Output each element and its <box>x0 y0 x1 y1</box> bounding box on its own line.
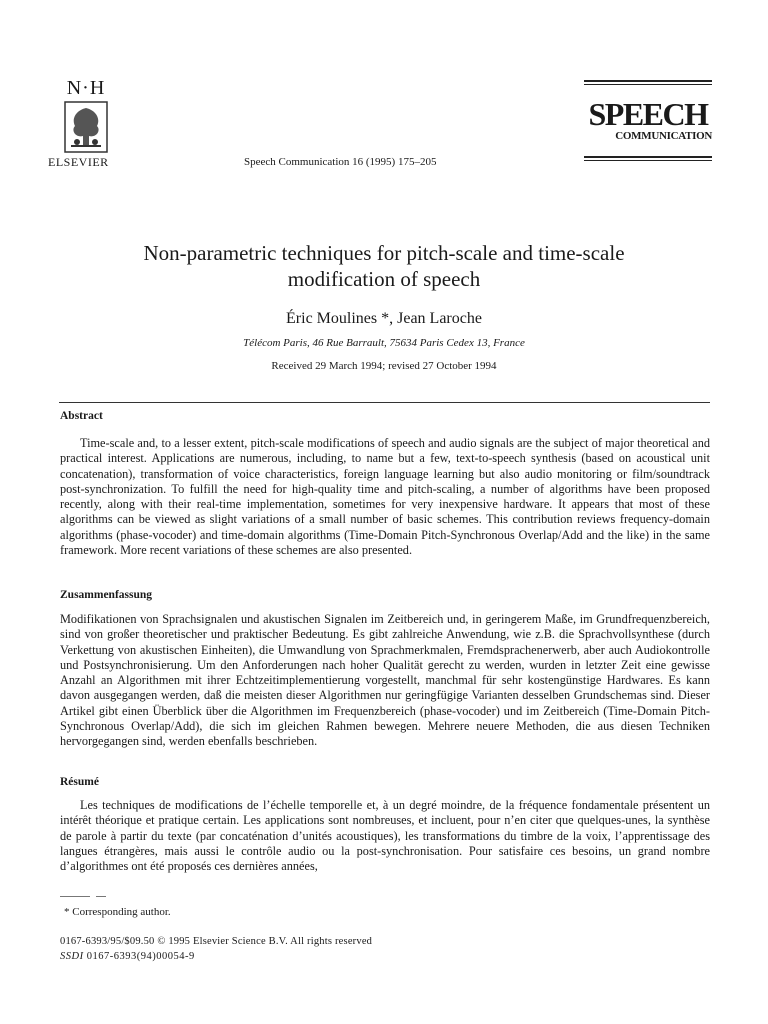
article-title <box>60 240 708 292</box>
journal-citation: Speech Communication 16 (1995) 175–205 <box>244 156 437 168</box>
brand-top-rule-thin <box>584 84 712 85</box>
publisher-mark: N·H <box>66 77 106 99</box>
article-title-line1: Non-parametric techniques for pitch-scale and time-scale <box>143 241 625 265</box>
brand-bottom-rule-thin <box>584 160 712 161</box>
article-authors: Éric Moulines *, Jean Laroche <box>286 310 482 327</box>
journal-subtitle: COMMUNICATION <box>615 130 712 142</box>
brand-bottom-rule <box>584 156 712 158</box>
footnote-rule-short <box>96 896 106 897</box>
publisher-name: ELSEVIER <box>48 155 109 169</box>
abstract-text: Time-scale and, to a lesser extent, pitch-scale modifications of speech and audio signals are the subject of major theoretical and practical interest. Applications are numerous, including, to name but a few, text-to-speech synthesis (based on acoustical unit concatenation), transformation of voice characteristics, foreign language learning but also audio monitoring or film/soundtrack post-synchronization. To fulfill the need for high-quality time and pitch-scaling, a number of algorithms have been proposed recently, along with their real-time implementation, sometimes for very inexpensive hardware. It appears that most of these algorithms can be viewed as slight variations of a small number of basic schemes. This contribution reviews frequency-domain algorithms (phase-vocoder) and time-domain algorithms (Time-Domain Pitch-Synchronous Overlap/Add and the like) in the same framework. More recent variations of these schemes are also presented. <box>60 436 710 558</box>
resume-heading: Résumé <box>60 776 99 788</box>
ssdi-line <box>60 951 195 962</box>
journal-title: SPEECH <box>588 96 708 132</box>
abstract-heading: Abstract <box>60 410 103 422</box>
ssdi-number: 0167-6393(94)00054-9 <box>86 951 195 962</box>
zusammenfassung-text: Modifikationen von Sprachsignalen und akustischen Signalen im Zeitbereich und, in geringerem Maße, im Grundfrequenzbereich, sind von großer theoretischer und praktischer Bedeutung. Es gibt zahlreiche Anwendung, wie z.B. die Sprachvollsynthese (durch Verkettung von akustischen Einheiten), die Umwandlung von Sprachmerkmalen, Fremdsprachenerwerb, aber auch Audiokontrolle und Postsynchronisierung. Um den Anforderungen nach hoher Qualität gerecht zu werden, wurden in letzter Zeit eine gewisse Anzahl an Algorithmen mit ihrer Echtzeitimplementierung vorgestellt, manchmal für sehr kostengünstige Hardwares. Es kann davon ausgegangen werden, daß die meisten dieser Algorithmen nur geringfügige Varianten desselben Grundschemas sind. Dieser Artikel gibt einen Überblick über die Algorithmen im Frequenzbereich (phase-vocoder) und im Zeitbereich (Time-Domain Pitch-Synchronous Overlap/Add), die sich im gleichen Rahmen bewegen. Mehrere neuere Methoden, die aus diesen Techniken hervorgegangen sind, werden ebenfalls beschrieben. <box>60 612 710 749</box>
footnote-rule <box>60 896 90 897</box>
brand-top-rule <box>584 80 712 82</box>
elsevier-tree-logo <box>63 100 109 154</box>
journal-brand <box>584 80 712 161</box>
received-dates: Received 29 March 1994; revised 27 October 1994 <box>271 360 497 372</box>
copyright-line: 0167-6393/95/$09.50 © 1995 Elsevier Science B.V. All rights reserved <box>60 936 373 947</box>
corresponding-author-footnote: * Corresponding author. <box>64 906 171 918</box>
header-divider <box>59 402 710 403</box>
article-title-line2: modification of speech <box>287 267 481 291</box>
author-affiliation: Télécom Paris, 46 Rue Barrault, 75634 Paris Cedex 13, France <box>243 337 525 349</box>
publisher-logo <box>50 78 122 154</box>
ssdi-label: SSDI <box>60 951 84 962</box>
resume-text: Les techniques de modifications de l’échelle temporelle et, à un degré moindre, de la fréquence fondamentale présentent un intérêt théorique et pratique certain. Les applications sont nombreuses, et incluent, pour n’en citer que quelques-unes, la synthèse de parole à partir du texte (par concaténation d’unités acoustiques), les transformations du timbre de la voix, l’apprentissage des langues étrangères, mais aussi le contrôle audio ou la post-synchronisation. Pour satisfaire ces besoins, un grand nombre d’algorithmes ont été proposés ces dernières années, <box>60 798 710 874</box>
zusammenfassung-heading: Zusammenfassung <box>60 589 153 601</box>
